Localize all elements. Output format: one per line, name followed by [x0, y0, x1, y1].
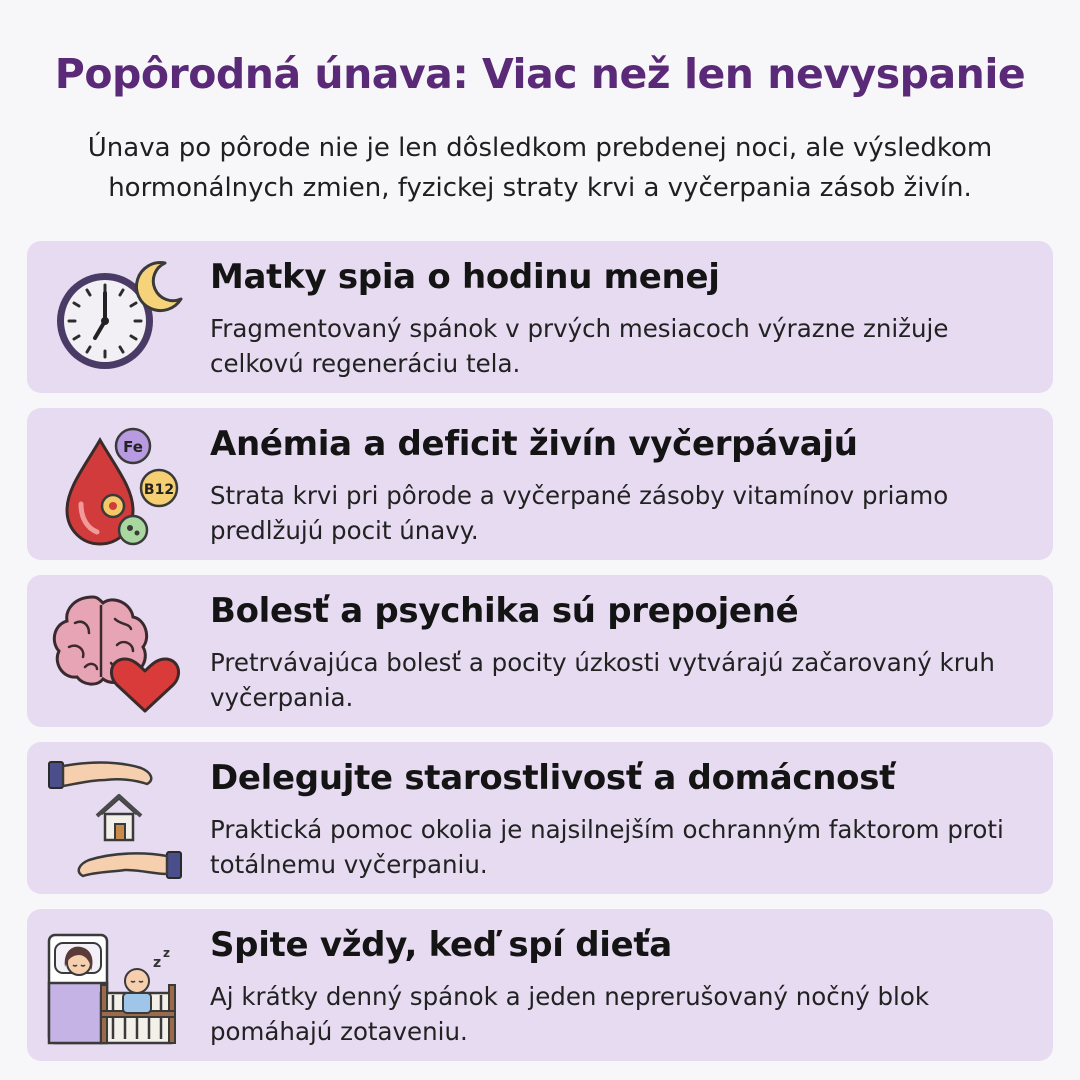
page-subtitle: Únava po pôrode nie je len dôsledkom prebdenej noci, ale výsledkom hormonálnych zmien, fyzickej straty krvi a vyčerpania zásob živín. — [87, 133, 993, 203]
card-text: Praktická pomoc okolia je najsilnejším ochranným faktorom proti totálnemu vyčerpaniu. — [210, 815, 1004, 879]
brain-heart-icon — [45, 589, 185, 713]
sleeping-mother-baby-icon — [45, 923, 185, 1047]
b12-label: B12 — [143, 482, 175, 498]
card-title: Bolesť a psychika sú prepojené — [210, 591, 799, 631]
card-text: Strata krvi pri pôrode a vyčerpané zásoby vitamínov priamo predlžujú pocit únavy. — [210, 481, 949, 545]
info-card-nap — [27, 909, 1053, 1061]
card-title: Spite vždy, keď spí dieťa — [210, 925, 672, 965]
clock-moon-icon — [45, 255, 185, 379]
card-text: Fragmentovaný spánok v prvých mesiacoch výrazne znižuje celkovú regeneráciu tela. — [210, 314, 949, 378]
info-card-delegate — [27, 742, 1053, 894]
info-card-anemia — [27, 408, 1053, 560]
page-title: Popôrodná únava: Viac než len nevyspanie — [54, 50, 1026, 98]
zz-label-2: z — [163, 946, 170, 960]
blood-drop-nutrients-icon — [45, 422, 185, 546]
card-title: Delegujte starostlivosť a domácnosť — [210, 758, 896, 798]
iron-label: Fe — [123, 438, 143, 456]
card-title: Matky spia o hodinu menej — [210, 257, 720, 297]
info-card-pain — [27, 575, 1053, 727]
zz-label-1: z — [153, 955, 162, 971]
info-card-sleep — [27, 241, 1053, 393]
card-title: Anémia a deficit živín vyčerpávajú — [210, 424, 858, 464]
hands-house-icon — [45, 756, 185, 880]
card-text: Aj krátky denný spánok a jeden neprerušovaný nočný blok pomáhajú zotaveniu. — [210, 982, 930, 1046]
card-text: Pretrvávajúca bolesť a pocity úzkosti vytvárajú začarovaný kruh vyčerpania. — [210, 648, 995, 712]
